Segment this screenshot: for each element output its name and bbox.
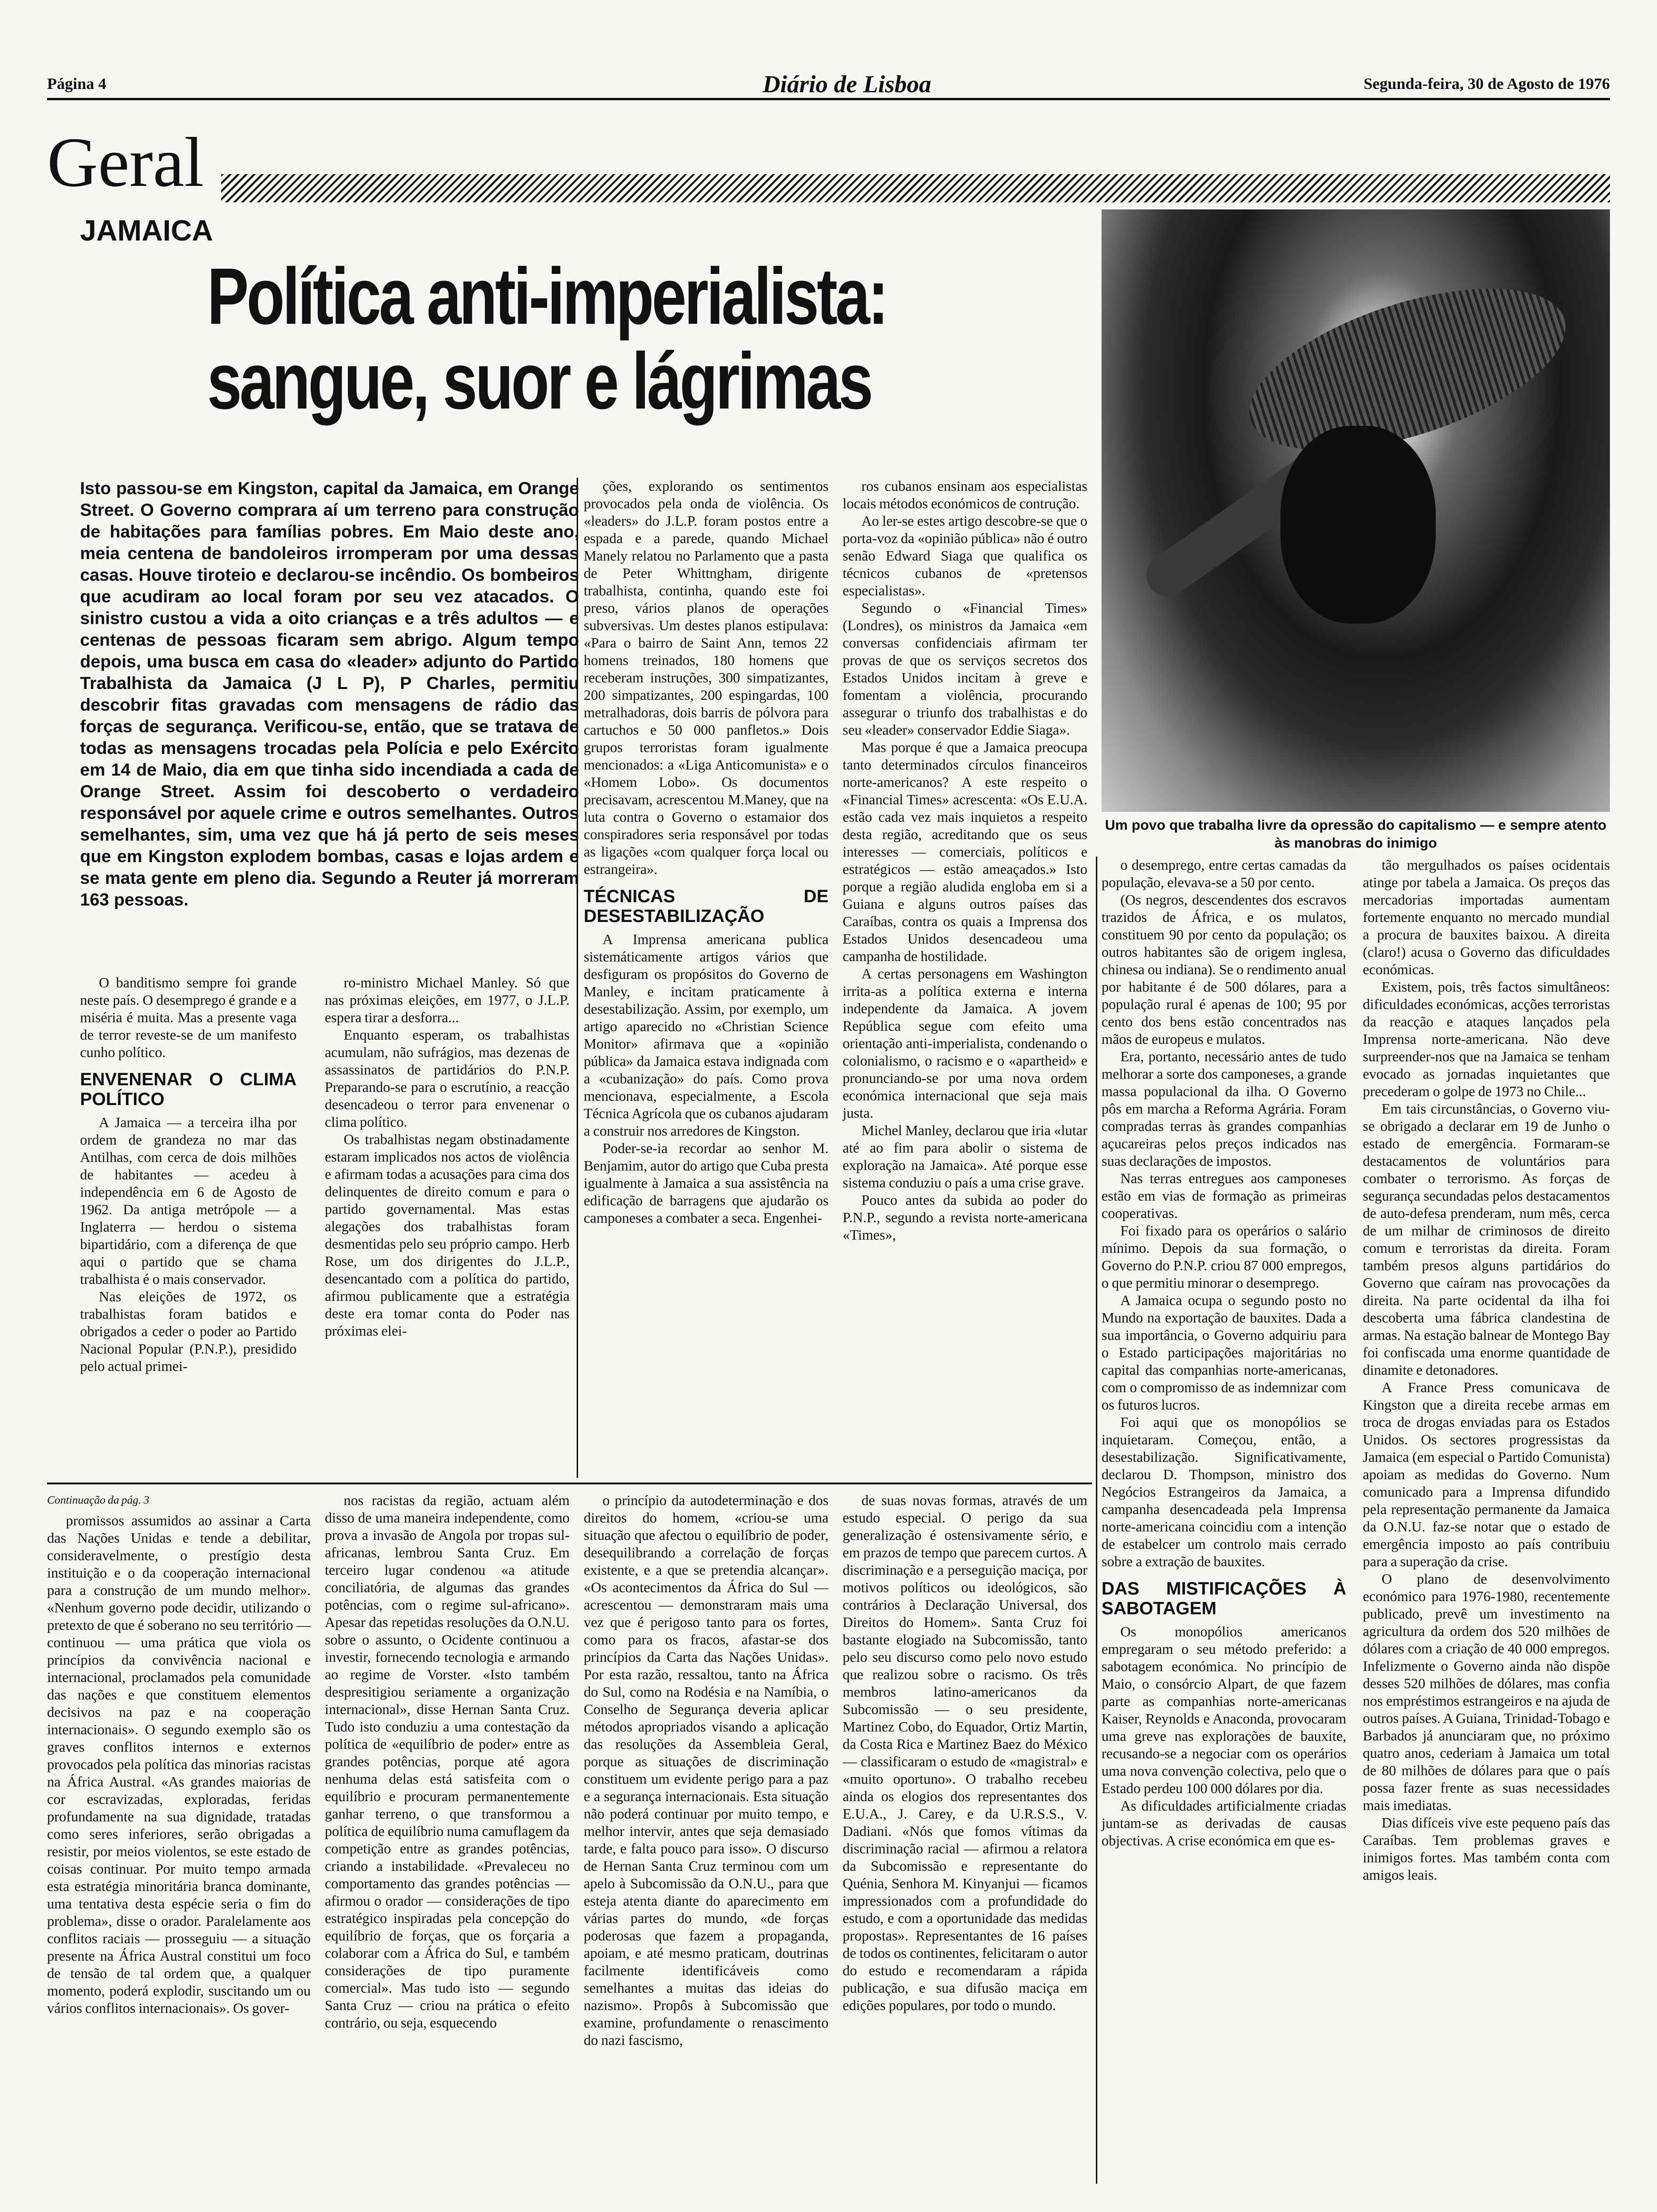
continued-column-2 <box>325 1492 570 2032</box>
paragraph: Foi fixado para os operários o salário mínimo. Depois da sua formação, o Governo do P.N.P. criou 87 000 empregos, o que permitiu minorar o desemprego. <box>1102 1223 1346 1291</box>
article-column-4 <box>843 478 1087 1244</box>
paragraph: Nas eleições de 1972, os trabalhistas foram batidos e obrigados a ceder o poder ao Partido Nacional Popular (P.N.P.), presidido pelo actual primei- <box>80 1289 297 1374</box>
article-lead: Isto passou-se em Kingston, capital da Jamaica, em Orange Street. O Governo comprara aí um terreno para construção de habitações para famílias pobres. Em Maio deste ano, meia centena de bandoleiros irromperam por uma dessas casas. Houve tiroteio e declarou-se incêndio. Os bombeiros que acudiram ao local foram por seu vez atacados. O sinistro custou a vida a oito crianças e a três adultos — e centenas de pessoas ficaram sem abrigo. Algum tempo depois, uma busca em casa do «leader» adjunto do Partido Trabalhista da Jamaica (J L P), P Charles, permitiu descobrir fitas gravadas com mensagens de rádio das forças de segurança. Verificou-se, então, que se tratava de todas as mensagens trocadas pela Polícia e pelo Exército em 14 de Maio, dia em que tinha sido incendiada a cada de Orange Street. Assim foi descoberto o verdadeiro responsável por aquele crime e outros semelhantes. Outros semelhantes, sim, uma vez que há já perto de seis meses que em Kingston explodem bombas, casas e lojas ardem e se mata gente em pleno dia. Segundo a Reuter já morreram 163 pessoas. <box>80 479 579 909</box>
paragraph: O banditismo sempre foi grande neste país. O desemprego é grande e a miséria é muita. Mas a presente vaga de terror reveste-se de um manifesto cunho político. <box>80 975 297 1060</box>
paragraph: Os monopólios americanos empregaram o seu método preferido: a sabotagem económica. No princípio de Maio, o consórcio Alpart, de que fazem parte as companhias norte-americanas Kaiser, Reynolds e Anaconda, provocaram uma greve nas explorações de bauxite, recusando-se a negociar com os operários uma nova convenção colectiva, pelo que o Estado perdeu 100 000 dólares por dia. <box>1102 1624 1346 1796</box>
paragraph: Poder-se-ia recordar ao senhor M. Benjamim, autor do artigo que Cuba presta igualmente à Jamaica a sua assistência na edificação de barragens que ajudarão os camponeses a combater a seca. Engenhei- <box>584 1140 828 1226</box>
article-column-6 <box>1363 857 1610 1884</box>
newspaper-name: Diário de Lisboa <box>763 71 932 98</box>
paragraph: A certas personagens em Washington irrita-as a política externa e interna independente da Jamaica. A jovem República segue com efeito uma orientação anti-imperialista, condenando o colonialismo, o racismo e o «apartheid» e pronunciando-se por uma nova ordem económica internacional que seja mais justa. <box>843 966 1087 1121</box>
paragraph: Enquanto esperam, os trabalhistas acumulam, não sufrágios, mas dezenas de assassinatos de partidários do P.N.P. Preparando-se para o escrutínio, a reacção desencadeou o terror para envenenar o clima político. <box>325 1027 570 1130</box>
paragraph: Existem, pois, três factos simultâneos: dificuldades económicas, acções terroristas da reacção e ataques lançados pela Imprensa norte-americana. Não deve surpreender-nos que na Jamaica se tenham evocado as jornadas inquietantes que precederam o golpe de 1973 no Chile... <box>1363 979 1610 1099</box>
paragraph: As dificuldades artificialmente criadas juntam-se as derivadas de causas objectivas. A crise económica em que es- <box>1102 1798 1346 1849</box>
paragraph: Em tais circunstâncias, o Governo viu-se obrigado a declarar em 19 de Junho o estado de emergência. Formaram-se destacamentos de voluntários para combater o terrorismo. As forças de segurança secundadas pelos destacamentos de auto-defesa prenderam, num mês, cerca de um milhar de criminosos de direito comum e terroristas da direita. Foram também presos alguns partidários do Governo que caíram nas provocações da direita. Na parte ocidental da ilha foi descoberta uma fábrica clandestina de armas. Na estação balnear de Montego Bay foi confiscada uma enorme quantidade de dinamite e detonadores. <box>1363 1101 1610 1378</box>
headline-line-1: Política anti-imperialista: <box>207 252 887 341</box>
paragraph: ções, explorando os sentimentos provocados pela onda de violência. Os «leaders» do J.L.P. foram postos entre a espada e a parede, quando Michael Manely relatou no Parlamento que a pasta de Peter Whittngham, dirigente trabalhista, continha, quando este foi preso, vários planos de operações subversivas. Um destes planos estipulava: «Para o bairro de Saint Ann, temos 22 homens treinados, 180 homens que receberam instruções, 300 simpatizantes, 200 simpatizantes, 200 espingardas, 100 metralhadoras, dois barris de pólvora para cartuchos e 50 000 panfletos.» Dois grupos terroristas foram igualmente mencionados: a «Liga Anticomunista» e o «Homem Lobo». Os documentos precisavam, acrescentou M.Maney, que na luta contra o Governo o estamaior dos conspiradores seria responsável por todas as ligações «com qualquer força local ou estrangeira». <box>584 478 828 877</box>
continued-column-4 <box>843 1492 1087 2014</box>
paragraph: (Os negros, descendentes dos escravos trazidos de África, e os mulatos, constituem 90 por cento da população; os outros habitantes são de origem inglesa, chinesa ou indiana). Se o rendimento anual por habitante é de 500 dólares, para a população rural é apenas de 100; 95 por cento dos bens estão concentrados nas mãos de europeus e mulatos. <box>1102 892 1346 1047</box>
paragraph: promissos assumidos ao assinar a Carta das Nações Unidas e tende a debilitar, consideravelmente, o prestígio desta instituição e o da cooperação internacional para a construção de um mundo melhor». «Nenhum governo pode decidir, utilizando o pretexto de que é soberano no seu território — continuou — uma prática que viola os princípios da convivência nacional e internacional, proclamados pela comunidade das nações e que constituem elementos decisivos na paz e na cooperação internacionais». O segundo exemplo são os graves conflitos internos e externos provocados pela política das minorias racistas na África Austral. «As grandes maiorias de cor escravizadas, exploradas, feridas profundamente na sua dignidade, tratadas como seres inferiores, serão obrigadas a resistir, por meios violentos, se este estado de coisas continuar. Por muito tempo armada esta estratégia minoritária branca dominante, uma tentativa desta espécie seria o fim do problema», disse o orador. Paralelamente aos conflitos raciais — prosseguiu — a situação presente na África Austral constitui um foco de tensão de tal ordem que, a qualquer momento, poderá explodir, suscitando um ou vários conflitos internacionais». Os gover- <box>47 1513 311 2016</box>
paragraph: A France Press comunicava de Kingston que a direita recebe armas em troca de drogas enviadas para os Estados Unidos. Os sectores progressistas da Jamaica (em especial o Partido Comunista) apoiam as medidas do Governo. Num comunicado para a Imprensa difundido pela representação permanente da Jamaica da O.N.U. faz-se notar que o estado de emergência imposto ao país contribuiu para a superação da crise. <box>1363 1379 1610 1570</box>
section-divider <box>47 1483 1092 1484</box>
subheading: DAS MISTIFICAÇÕES À SABOTAGEM <box>1102 1579 1346 1619</box>
paragraph: Michel Manley, declarou que iria «lutar até ao fim para abolir o sistema de exploração na Jamaica». Até porque esse sistema conduziu o país a uma crise grave. <box>843 1122 1087 1191</box>
paragraph: ros cubanos ensinam aos especialistas locais métodos económicos de contrução. <box>843 478 1087 512</box>
article-column-3 <box>584 478 828 1227</box>
paragraph: nos racistas da região, actuam além disso de uma maneira independente, como prova a invasão de Angola por tropas sul-africanas, lembrou Santa Cruz. Em terceiro lugar condenou «a atitude conciliatória, de algumas das grandes potências, com o regime sul-africano». Apesar das repetidas resoluções da O.N.U. sobre o assunto, o Ocidente continuou a investir, fornecendo tecnologia e armando ao regime de Vorster. «Isto também despresitigiou seriamente a organização internacional», disse Hernan Santa Cruz. Tudo isto conduziu a uma contestação da política de «equilíbrio de poder» entre as grandes potências, porque até agora nenhuma delas está satisfeita com o equilíbrio e procuram permanentemente ganhar terreno, o que transformou a política de equilíbrio numa camuflagem da competição entre as grandes potências, criando a instabilidade. «Prevaleceu no comportamento das grandes potências — afirmou o orador — considerações de tipo estratégico inspiradas pela concepção do equilíbrio de forças, que os forçaria a colaborar com a África do Sul, e também considerações de tipo puramente comercial». Mas tudo isto — segundo Santa Cruz — criou na prática o efeito contrário, ou seja, esquecendo <box>325 1492 570 2031</box>
article-column-2 <box>325 974 570 1340</box>
paragraph: Nas terras entregues aos camponeses estão em vias de formação as primeiras cooperativas. <box>1102 1170 1346 1221</box>
headline-line-2: sangue, suor e lágrimas <box>207 337 871 426</box>
photo-figure-shape <box>1280 426 1436 624</box>
paragraph: Foi aqui que os monopólios se inquietaram. Começou, então, a desestabilização. Significativamente, declarou D. Thompson, ministro dos Negócios Estrangeiros da Jamaica, a campanha desencadeada pela Imprensa norte-americana coincidiu com a intenção de estabelcer um controlo mais cerrado sobre a extração de bauxites. <box>1102 1414 1346 1570</box>
masthead-rule <box>47 98 1610 100</box>
paragraph: A Jamaica ocupa o segundo posto no Mundo na exportação de bauxites. Dada a sua importância, o Governo adquiriu para o Estado participações majoritárias no capital das companhias norte-americanas, com o compromisso de as indemnizar com os futuros lucros. <box>1102 1292 1346 1413</box>
page-number: Página 4 <box>47 75 106 93</box>
continued-column-1 <box>47 1492 311 2017</box>
paragraph: O plano de desenvolvimento económico para 1976-1980, recentemente publicado, prevê um investimento na agricultura da ordem dos 520 milhões de dólares com a criação de 40 000 empregos. Infelizmente o Governo ainda não dispõe desses 520 milhões de dólares, mas confia nos empréstimos estrangeiros e na ajuda de outros países. A Guiana, Trinidad-Tobago e Barbados já anunciaram que, no próximo quatro anos, cederiam à Jamaica um total de 80 milhões de dólares para que o país possa fazer frente as suas necessidades mais imediatas. <box>1363 1571 1610 1813</box>
paragraph: Segundo o «Financial Times» (Londres), os ministros da Jamaica «em conversas confidenciais afirmam ter provas de que os serviços secretos dos Estados Unidos incitam à greve e fomentam a violência, procurando assegurar o triunfo dos trabalhistas e do seu «leader» conservador Eddie Siaga». <box>843 600 1087 738</box>
paragraph: tão mergulhados os países ocidentais atinge por tabela a Jamaica. Os preços das mercadorias importadas aumentam fortemente enquanto no mercado mundial a procura de bauxites baixou. A direita (claro!) acusa o Governo das dificuldades económicas. <box>1363 857 1610 978</box>
article-column-5 <box>1102 857 1346 1850</box>
paragraph: Mas porque é que a Jamaica preocupa tanto determinados círculos financeiros norte-americanos? A este respeito o «Financial Times» acrescenta: «Os E.U.A. estão cada vez mais inquietos a respeito desta região, acreditando que os seus interesses — comerciais, políticos e estratégicos — estão ameaçados.» Isto porque a região aludida engloba em si a Guiana e alguns outros países das Caraíbas, contra os quais a Imprensa dos Estados Unidos desencadeou uma campanha de hostilidade. <box>843 739 1087 964</box>
paragraph: Pouco antes da subida ao poder do P.N.P., segundo a revista norte-americana «Times», <box>843 1192 1087 1243</box>
subheading: TÉCNICAS DE DESESTABILIZAÇÃO <box>584 887 828 926</box>
photo-caption: Um povo que trabalha livre da opressão do capitalismo — e sempre atento às manobras do inimigo <box>1105 817 1607 851</box>
article-kicker: JAMAICA <box>80 215 213 247</box>
paragraph: de suas novas formas, através de um estudo especial. O perigo da sua generalização é ostensivamente sério, e em prazos de tempo que parecem curtos. A discriminação e a perseguição maciça, por motivos políticos ou ideológicos, são contrários à Declaração Universal, dos Direitos do Homem». Santa Cruz foi bastante elogiado na Subcomissão, tanto pelo seu discurso como pelo novo estudo que realizou sobre o racismo. Os três membros latino-americanos da Subcomissão — o seu presidente, Martinez Cobo, do Equador, Ortiz Martin, da Costa Rica e Martinez Baez do México — classificaram o estudo de «magistral» e «muito oportuno». O trabalho recebeu ainda os elogios dos representantes dos E.U.A., J. Carey, e da U.R.S.S., V. Dadiani. «Nós que fomos vítimas da discriminação racial — afirmou a relatora da Subcomissão e representante do Quénia, Senhora M. Kinyanjui — ficamos impressionados com a profundidade do estudo, e com a oportunidade das medidas propostas». Representantes de 16 países de todos os continentes, felicitaram o autor do estudo e recomendaram a rápida publicação, e sua difusão maciça em edições populares, por todo o mundo. <box>843 1492 1087 2013</box>
paragraph: o desemprego, entre certas camadas da população, elevava-se a 50 por cento. <box>1102 857 1346 890</box>
article-headline <box>207 254 905 424</box>
paragraph: Dias difíceis vive este pequeno país das Caraíbas. Tem problemas graves e inimigos fortes. Mas também conta com amigos leais. <box>1363 1815 1610 1883</box>
paragraph: Era, portanto, necessário antes de tudo melhorar a sorte dos camponeses, a grande massa populacional da ilha. O Governo pôs em marcha a Reforma Agrária. Foram compradas terras às grandes companhias açucareiras pelos preços indicados nas suas declarações de impostos. <box>1102 1049 1346 1169</box>
issue-date: Segunda-feira, 30 de Agosto de 1976 <box>1363 75 1610 93</box>
subheading: ENVENENAR O CLIMA POLÍTICO <box>80 1070 297 1109</box>
paragraph: Ao ler-se estes artigo descobre-se que o porta-voz da «opinião pública» não é outro senão Edward Siaga que qualifica os técnicos cubanos de «pretensos especialistas». <box>843 513 1087 599</box>
article-column-1 <box>80 974 297 1375</box>
masthead <box>47 71 1610 104</box>
section-hatch-band <box>221 174 1610 202</box>
column-divider <box>577 478 578 1478</box>
section-title: Geral <box>47 123 204 201</box>
continued-column-3 <box>584 1492 828 2049</box>
paragraph: Os trabalhistas negam obstinadamente estaram implicados nos actos de violência e afirmam todas a acusações para cima dos delinquentes de direito comum e para o partido governamental. Mas estas alegações dos trabalhistas foram desmentidas pelo seu próprio campo. Herb Rose, um dos dirigentes do J.L.P., desencantado com a política do partido, afirmou publicamente que a estratégia deste era tomar conta do Poder nas próximas elei- <box>325 1131 570 1339</box>
paragraph: A Jamaica — a terceira ilha por ordem de grandeza no mar das Antilhas, com cerca de dois milhões de habitantes — acedeu à independência em 6 de Agosto de 1962. Da antiga metrópole — a Inglaterra — herdou o sistema bipartidário, com a diferença de que aqui o partido que se chama trabalhista é o mais conservador. <box>80 1114 297 1287</box>
continuation-label: Continuação da pág. 3 <box>47 1494 149 1507</box>
paragraph: A Imprensa americana publica sistemáticamente artigos vários que desfiguram os propósitos do Governo de Manley, e incitam praticamente à desestabilização. Assim, por exemplo, um artigo aparecido no «Christian Science Monitor» afirmava que a «opinião pública» da Jamaica estava indignada com a «cubanização» do país. Como prova mencionava, especialmente, a Escola Técnica Agrícola que os cubanos ajudaram a construir nos arredores de Kingston. <box>584 931 828 1139</box>
column-divider <box>1096 857 1097 2184</box>
article-photo <box>1102 209 1610 812</box>
paragraph: o princípio da autodeterminação e dos direitos do homem, «criou-se uma situação que afectou o equilíbrio de poder, desequilibrando a correlação de forças existente, e a que se pretendia alcançar». «Os acontecimentos da África do Sul — acrescentou — demonstraram mais uma vez que é perigoso tanto para os fortes, como para os fracos, afastar-se dos princípios da Carta das Nações Unidas». Por esta razão, ressaltou, tanto na África do Sul, como na Rodésia e na Namíbia, o Conselho de Segurança deveria aplicar métodos apropriados visando a aplicação das resoluções da Assembleia Geral, porque as situações de discriminação constituem um evidente perigo para a paz e a segurança internacionais. Esta situação não poderá continuar por muito tempo, e melhor intervir, antes que seja demasiado tarde, e falta pouco para isso». O discurso de Hernan Santa Cruz terminou com um apelo à Subcomissão da O.N.U., para que esteja atenta diante do aparecimento em várias partes do mundo, «de forças poderosas que fazem a propaganda, apoiam, e até mesmo praticam, doutrinas facilmente identificáveis como semelhantes a muitas das ideias do nazismo». Propôs à Subcomissão que examine, profundamente o renascimento do nazi fascismo, <box>584 1492 828 2048</box>
paragraph: ro-ministro Michael Manley. Só que nas próximas eleições, em 1977, o J.L.P. espera tirar a desforra... <box>325 975 570 1026</box>
